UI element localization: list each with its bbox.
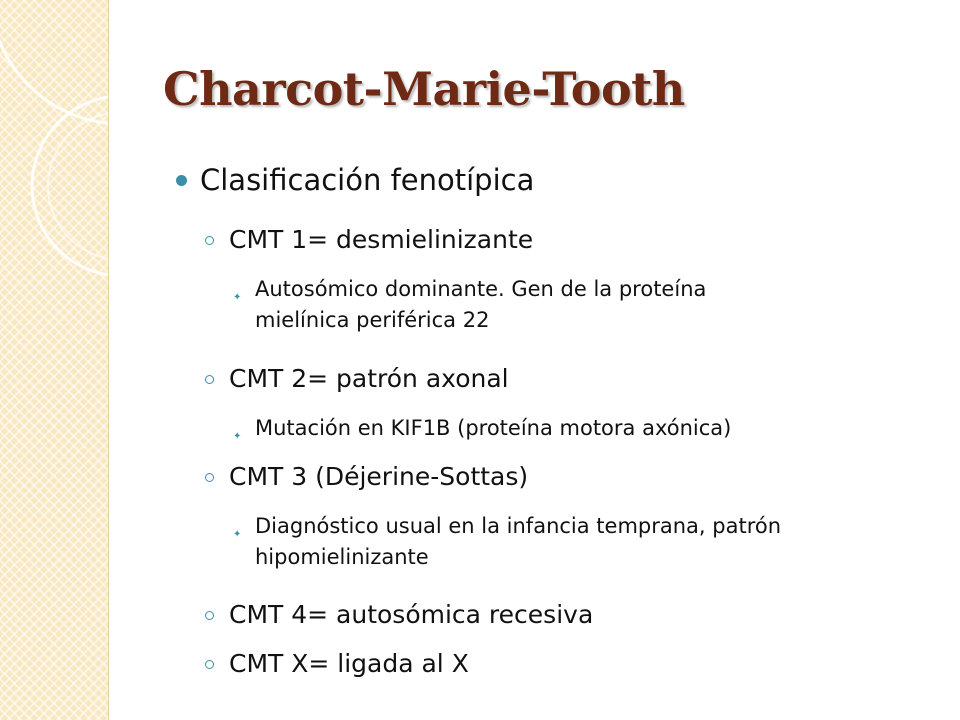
bullet-ring-icon bbox=[205, 660, 214, 669]
bullet-level3 bbox=[233, 413, 732, 444]
bullet-ring-icon bbox=[205, 473, 214, 482]
bullet-level2 bbox=[229, 649, 469, 678]
bullet-dot-icon bbox=[176, 175, 187, 186]
bullet-level2 bbox=[229, 462, 528, 491]
bullet-text-line: hipomielinizante bbox=[255, 545, 429, 569]
bullet-level2 bbox=[229, 225, 533, 254]
bullet-level1 bbox=[200, 163, 534, 197]
bullet-ring-icon bbox=[205, 236, 214, 245]
bullet-spark-icon: ✦ bbox=[233, 292, 242, 303]
bullet-spark-icon: ✦ bbox=[233, 529, 242, 540]
bullet-text-line: Autosómico dominante. Gen de la proteína bbox=[255, 277, 707, 301]
bullet-text-line: mielínica periférica 22 bbox=[255, 308, 490, 332]
bullet-ring-icon bbox=[205, 611, 214, 620]
bullet-text: Clasificación fenotípica bbox=[200, 163, 535, 197]
bullet-text: CMT 4= autosómica recesiva bbox=[229, 600, 594, 629]
bullet-level2 bbox=[229, 600, 593, 629]
bullet-level3 bbox=[233, 511, 782, 573]
bullet-text: CMT X= ligada al X bbox=[229, 649, 469, 678]
bullet-level3 bbox=[233, 274, 707, 336]
bullet-spark-icon: ✦ bbox=[233, 431, 242, 442]
bullet-text: CMT 2= patrón axonal bbox=[229, 364, 509, 393]
slide-title: Charcot-Marie-Tooth bbox=[163, 62, 685, 116]
bullet-text-line: Mutación en KIF1B (proteína motora axónica) bbox=[255, 416, 732, 440]
bullet-text: CMT 1= desmielinizante bbox=[229, 225, 534, 254]
bullet-text: CMT 3 (Déjerine-Sottas) bbox=[229, 462, 529, 491]
bullet-level2 bbox=[229, 364, 509, 393]
bullet-text-line: Diagnóstico usual en la infancia temprana, patrón bbox=[255, 514, 782, 538]
bullet-ring-icon bbox=[205, 375, 214, 384]
